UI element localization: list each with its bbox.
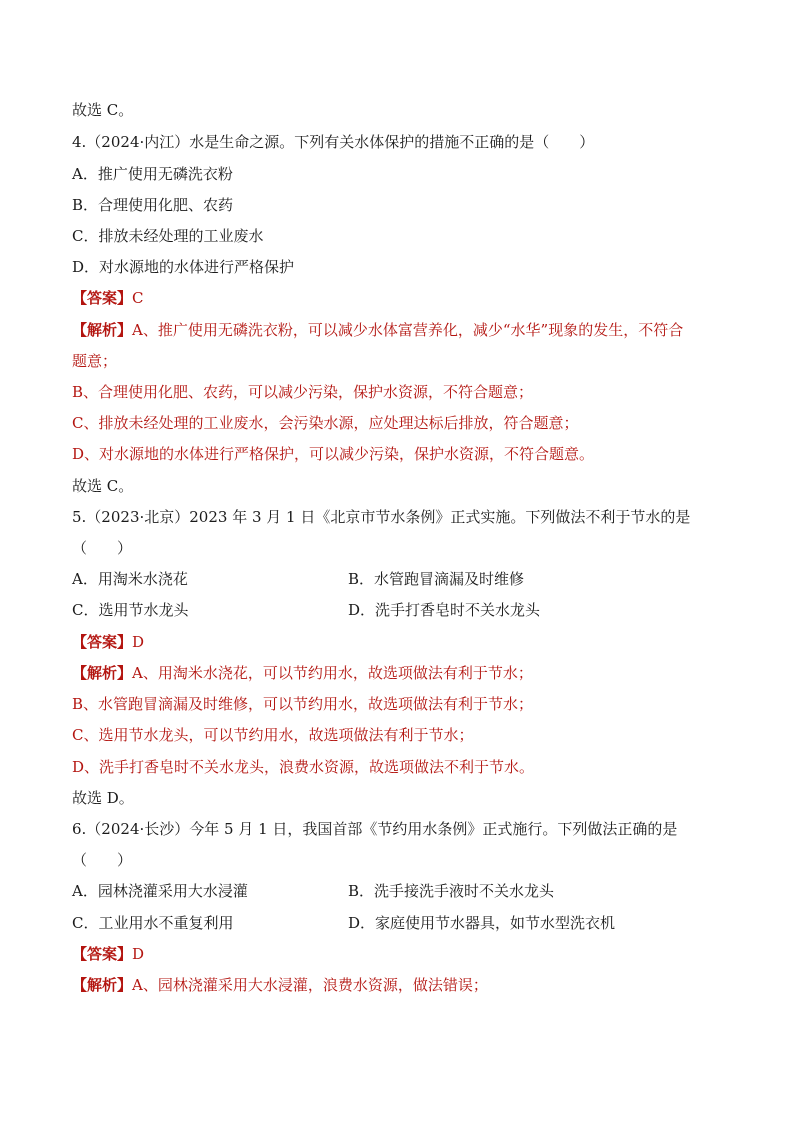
answer-value: C: [132, 289, 144, 307]
q4-analysis-line-1: [72, 320, 683, 340]
q4-answer: [72, 288, 144, 308]
q5-stem-line-2: （ ）: [72, 539, 133, 557]
q6-analysis-line-1: [72, 975, 488, 995]
q5-option-c: C．选用节水龙头: [72, 601, 189, 619]
analysis-text: A、推广使用无磷洗衣粉，可以减少水体富营养化，减少“水华”现象的发生，不符合: [132, 321, 684, 339]
analysis-tag: 【解析】: [72, 976, 133, 994]
q4-stem: 4.（2024·内江）水是生命之源。下列有关水体保护的措施不正确的是（ ）: [72, 133, 595, 151]
analysis-text: A、园林浇灌采用大水浸灌，浪费水资源，做法错误；: [132, 976, 488, 994]
q6-stem-line-1: 6.（2024·长沙）今年 5 月 1 日，我国首部《节约用水条例》正式施行。下列做法正确的是: [72, 820, 678, 838]
q5-option-b: B．水管跑冒滴漏及时维修: [348, 570, 525, 588]
q5-analysis-line-1: [72, 663, 533, 683]
answer-value: D: [132, 945, 145, 963]
q5-conclusion: 故选 D。: [72, 789, 134, 807]
analysis-tag: 【解析】: [72, 664, 133, 682]
q5-option-d: D．洗手打香皂时不关水龙头: [348, 601, 541, 619]
q5-option-a: A．用淘米水浇花: [72, 570, 188, 588]
q5-answer: [72, 632, 144, 652]
q5-stem-line-1: 5.（2023·北京）2023 年 3 月 1 日《北京市节水条例》正式实施。下列做法不利于节水的是: [72, 508, 691, 526]
answer-tag: 【答案】: [72, 945, 133, 963]
q6-option-c: C．工业用水不重复利用: [72, 914, 234, 932]
analysis-tag: 【解析】: [72, 321, 133, 339]
q4-analysis-line-2: 题意；: [72, 352, 118, 370]
answer-tag: 【答案】: [72, 289, 133, 307]
q5-analysis-line-2: B、水管跑冒滴漏及时维修，可以节约用水，故选项做法有利于节水；: [72, 695, 534, 713]
analysis-text: A、用淘米水浇花，可以节约用水，故选项做法有利于节水；: [132, 664, 533, 682]
q4-option-b: B．合理使用化肥、农药: [72, 196, 234, 214]
q4-option-d: D．对水源地的水体进行严格保护: [72, 258, 295, 276]
q4-conclusion: 故选 C。: [72, 477, 134, 495]
answer-tag: 【答案】: [72, 633, 133, 651]
q6-stem-line-2: （ ）: [72, 851, 133, 869]
q4-analysis-line-5: D、对水源地的水体进行严格保护，可以减少污染，保护水资源，不符合题意。: [72, 445, 595, 463]
answer-value: D: [132, 633, 145, 651]
q6-option-b: B．洗手接洗手液时不关水龙头: [348, 882, 555, 900]
q6-option-d: D．家庭使用节水器具，如节水型洗衣机: [348, 914, 616, 932]
q5-analysis-line-3: C、选用节水龙头，可以节约用水，故选项做法有利于节水；: [72, 726, 474, 744]
q5-analysis-line-4: D、洗手打香皂时不关水龙头，浪费水资源，故选项做法不利于节水。: [72, 758, 535, 776]
q6-answer: [72, 944, 144, 964]
q4-analysis-line-4: C、排放未经处理的工业废水，会污染水源，应处理达标后排放，符合题意；: [72, 414, 579, 432]
q3-conclusion: 故选 C。: [72, 101, 134, 119]
q4-analysis-line-3: B、合理使用化肥、农药，可以减少污染，保护水资源，不符合题意；: [72, 383, 534, 401]
q4-option-c: C．排放未经处理的工业废水: [72, 227, 264, 245]
q4-option-a: A．推广使用无磷洗衣粉: [72, 165, 233, 183]
q6-option-a: A．园林浇灌采用大水浸灌: [72, 882, 248, 900]
